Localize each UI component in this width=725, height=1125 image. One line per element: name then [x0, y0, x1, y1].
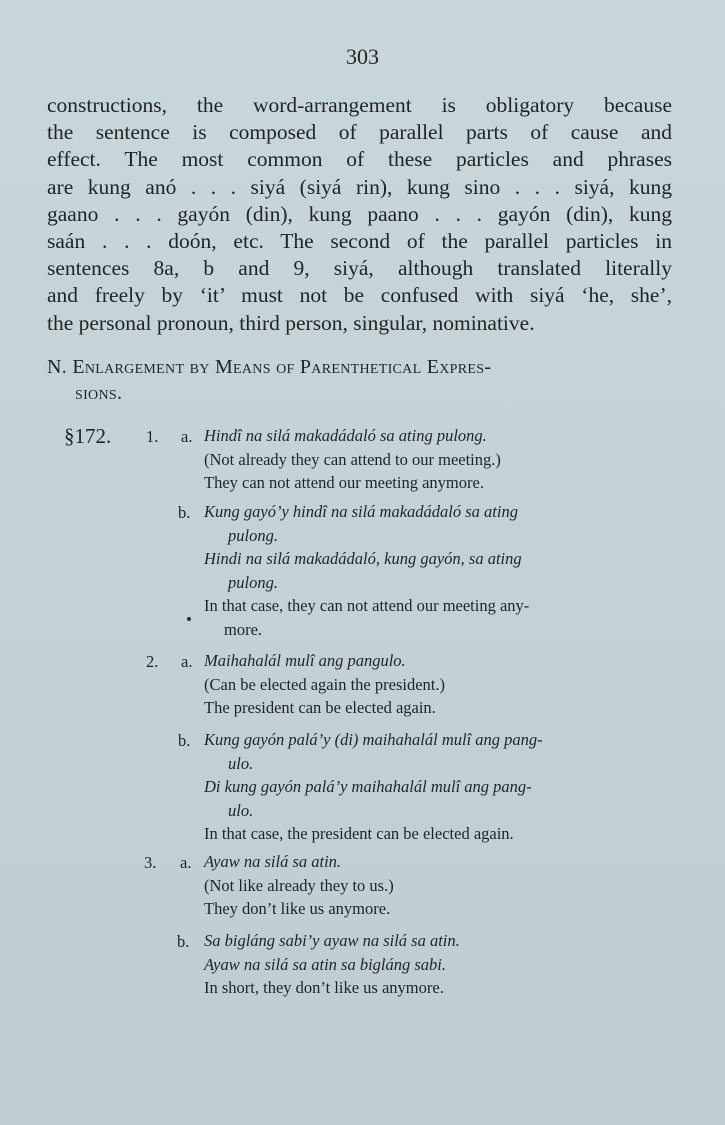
free-translation: more.	[224, 619, 263, 639]
tagalog-sentence: Kung gayón palá’y (di) maihahalál mulî ang pang-	[204, 730, 543, 749]
paragraph-line: saán . . . doón, etc. The second of the parallel particles in	[47, 229, 672, 254]
paragraph-line: constructions, the word-arrangement is obligatory because	[47, 93, 672, 117]
paragraph-line: effect. The most common of these particles and phrases	[47, 147, 672, 172]
tagalog-sentence: ulo.	[228, 753, 254, 773]
paragraph-line: gaano . . . gayón (din), kung paano . . . gayón (din), kung	[47, 201, 672, 226]
free-translation: They can not attend our meeting anymore.	[204, 473, 484, 492]
example-block	[204, 424, 501, 495]
free-translation: In short, they don’t like us anymore.	[204, 978, 444, 997]
heading-line: sions.	[75, 382, 123, 404]
stray-dot	[187, 617, 191, 621]
literal-translation: (Not already they can attend to our meeting.)	[204, 449, 501, 469]
example-sub-label: b.	[177, 932, 190, 951]
paragraph-line: are kung anó . . . siyá (siyá rin), kung sino . . . siyá, kung	[47, 174, 672, 199]
tagalog-sentence: Maihahalál mulî ang pangulo.	[204, 651, 406, 670]
tagalog-sentence: pulong.	[228, 525, 278, 545]
free-translation: They don’t like us anymore.	[204, 899, 391, 918]
example-number: 2.	[146, 652, 159, 671]
example-block	[204, 850, 394, 921]
example-number: 1.	[146, 427, 159, 446]
tagalog-sentence: Di kung gayón palá’y maihahalál mulî ang pang-	[204, 777, 532, 796]
tagalog-sentence: Kung gayó’y hindî na silá makadádaló sa ating	[204, 502, 518, 521]
body-paragraph	[47, 92, 672, 337]
section-label: §172.	[64, 424, 112, 448]
example-sub-label: a.	[181, 652, 193, 671]
free-translation: In that case, the president can be elected again.	[204, 824, 514, 843]
example-sub-label: a.	[180, 853, 192, 872]
free-translation: In that case, they can not attend our meeting any-	[204, 596, 530, 615]
literal-translation: (Not like already they to us.)	[204, 875, 394, 895]
tagalog-sentence: Ayaw na silá sa atin sa bigláng sabi.	[204, 954, 447, 974]
tagalog-sentence: ulo.	[228, 800, 254, 820]
example-sub-label: a.	[181, 427, 193, 446]
paragraph-line: sentences 8a, b and 9, siyá, although translated literally	[47, 256, 672, 281]
page-number: 303	[346, 44, 379, 69]
section-heading	[47, 354, 672, 406]
literal-translation: (Can be elected again the president.)	[204, 674, 445, 694]
example-block	[204, 649, 445, 720]
free-translation: The president can be elected again.	[204, 698, 436, 717]
example-sub-label: b.	[178, 731, 191, 750]
example-block	[204, 929, 460, 1000]
example-block	[204, 728, 543, 846]
tagalog-sentence: pulong.	[228, 572, 278, 592]
tagalog-sentence: Hindi na silá makadádaló, kung gayón, sa ating	[204, 549, 522, 568]
example-block	[204, 500, 529, 641]
tagalog-sentence: Ayaw na silá sa atin.	[204, 852, 342, 871]
tagalog-sentence: Hindî na silá makadádaló sa ating pulong.	[204, 426, 487, 445]
tagalog-sentence: Sa bigláng sabi’y ayaw na silá sa atin.	[204, 931, 460, 950]
heading-line: N. Enlargement by Means of Parenthetical Expres-	[47, 356, 492, 378]
paragraph-line: the sentence is composed of parallel parts of cause and	[47, 120, 672, 145]
paragraph-line: and freely by ‘it’ must not be confused with siyá ‘he, she’,	[47, 283, 672, 308]
example-sub-label: b.	[178, 503, 191, 522]
example-number: 3.	[144, 853, 157, 872]
paragraph-line: the personal pronoun, third person, singular, nominative.	[47, 310, 535, 335]
